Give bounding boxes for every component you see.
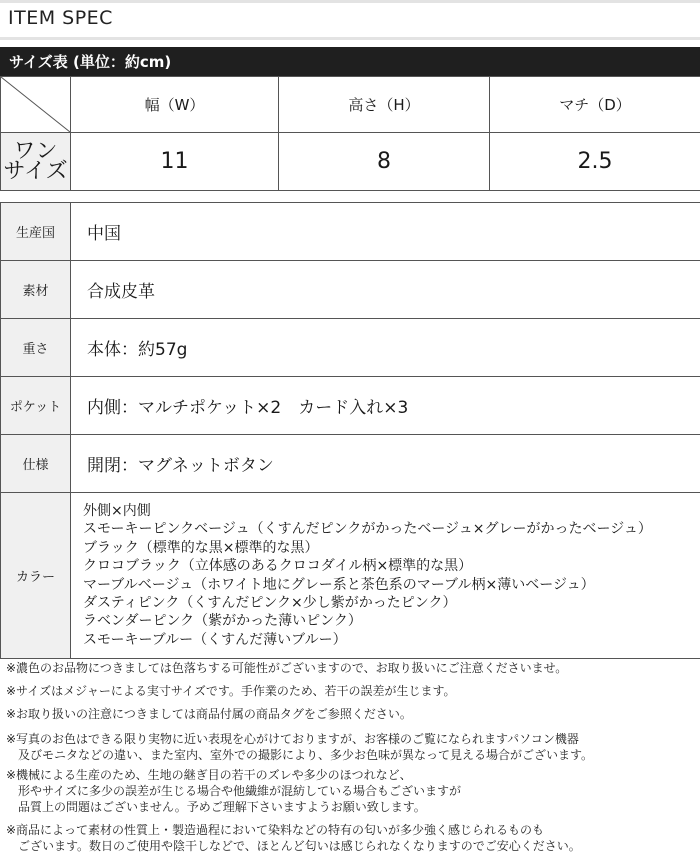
color-list	[71, 493, 700, 659]
value-width: 11	[71, 133, 279, 191]
spec-value: 本体：約57g	[71, 319, 700, 377]
size-table-corner	[1, 77, 71, 133]
diagonal-divider	[1, 77, 70, 132]
spec-value: 中国	[71, 203, 700, 261]
spec-row-pocket	[1, 377, 700, 435]
column-width: 幅（W）	[71, 77, 279, 133]
column-depth: マチ（D）	[490, 77, 700, 133]
spec-row-closure	[1, 435, 700, 493]
value-height: 8	[279, 133, 490, 191]
spec-row-origin	[1, 203, 700, 261]
spec-label: ポケット	[1, 377, 71, 435]
spec-value: 開閉：マグネットボタン	[71, 435, 700, 493]
note-line: ※サイズはメジャーによる実寸サイズです。手作業のため、若干の誤差が生じます。	[6, 684, 456, 698]
note-item	[6, 731, 593, 763]
spec-label: 生産国	[1, 203, 71, 261]
note-line: 形やサイズに多少の誤差が生じる場合や他繊維が混紡している場合もございますが	[6, 784, 462, 798]
item-spec-header	[0, 0, 700, 40]
color-list-item: スモーキーブルー（くすんだ薄いブルー）	[83, 631, 347, 648]
note-item	[6, 706, 412, 722]
note-line: 品質上の問題はございません。予めご理解下さいますようお願い致します。	[6, 800, 426, 814]
column-height: 高さ（H）	[279, 77, 490, 133]
spec-label: 仕様	[1, 435, 71, 493]
spec-value: 合成皮革	[71, 261, 700, 319]
spec-row-color	[1, 493, 700, 659]
value-depth: 2.5	[490, 133, 700, 191]
size-table	[0, 76, 700, 191]
one-size-label-line: ワン	[13, 138, 58, 164]
color-list-item: ダスティピンク（くすんだピンク×少し紫がかったピンク）	[83, 594, 457, 611]
size-table-header	[0, 47, 700, 76]
note-line: 及びモニタなどの違い、また室内、室外での撮影により、多少お色味が異なって見える場合がございます。	[6, 748, 594, 762]
color-list-item: 外側×内側	[83, 502, 151, 519]
spec-label: 重さ	[1, 319, 71, 377]
note-line: ※機械による生産のため、生地の継ぎ目の若干のズレや多少のほつれなど、	[6, 768, 412, 782]
note-item	[6, 660, 567, 676]
color-list-item: マーブルベージュ（ホワイト地にグレー系と茶色系のマーブル柄×薄いベージュ）	[83, 576, 595, 593]
size-table-value-row	[1, 133, 700, 191]
spec-label: 素材	[1, 261, 71, 319]
note-line: ございます。数日のご使用や陰干しなどで、ほとんど匂いは感じられなくなりますのでご安心ください。	[6, 839, 581, 853]
spec-table	[0, 202, 700, 659]
spec-label: カラー	[1, 493, 71, 659]
spec-value: 内側：マルチポケット×2 カード入れ×3	[71, 377, 700, 435]
note-item	[6, 767, 461, 815]
color-list-item: ラベンダーピンク（紫がかった薄いピンク）	[83, 613, 362, 630]
size-table-head-row	[1, 77, 700, 133]
color-list-item: ブラック（標準的な黒×標準的な黒）	[83, 539, 319, 556]
spec-row-weight	[1, 319, 700, 377]
page-title: ITEM SPEC	[8, 7, 113, 29]
color-list-item: クロコブラック（立体感のあるクロコダイル柄×標準的な黒）	[83, 558, 473, 575]
size-table-title: サイズ表 (単位：約cm)	[9, 53, 172, 71]
note-line: ※写真のお色はできる限り実物に近い表現を心がけておりますが、お客様のご覧になられますパソコン機器	[6, 732, 579, 746]
one-size-label	[1, 133, 71, 191]
note-item	[6, 683, 456, 699]
note-line: ※お取り扱いの注意につきましては商品付属の商品タグをご参照ください。	[6, 707, 412, 721]
note-line: ※濃色のお品物につきましては色落ちする可能性がございますので、お取り扱いにご注意くださいませ。	[6, 661, 568, 675]
note-line: ※商品によって素材の性質上・製造過程において染料などの特有の匂いが多少強く感じられるものも	[6, 823, 545, 837]
one-size-label-line: サイズ	[3, 158, 68, 184]
color-list-item: スモーキーピンクベージュ（くすんだピンクがかったベージュ×グレーがかったベージュ）	[83, 521, 652, 538]
spec-row-material	[1, 261, 700, 319]
note-item	[6, 822, 581, 854]
